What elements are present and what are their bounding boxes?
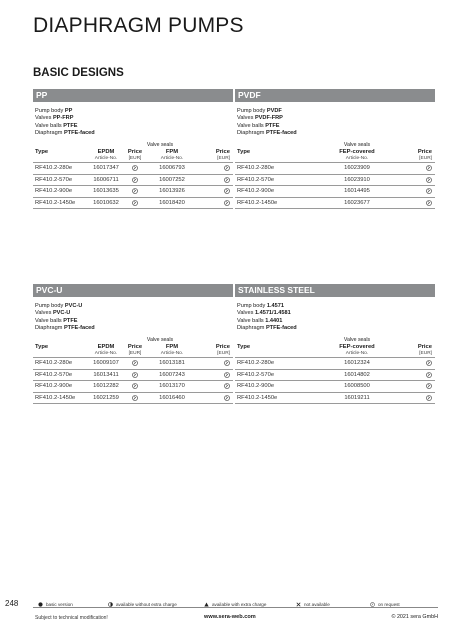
value-valve-balls: PTFE xyxy=(63,317,78,324)
row-article-a: 16008500 xyxy=(327,381,387,393)
row-price-a xyxy=(387,358,435,370)
value-valve-balls: PTFE xyxy=(265,122,280,129)
price-table xyxy=(235,337,435,405)
row-article-a: 16014495 xyxy=(327,186,387,198)
value-pump-body: PVC-U xyxy=(64,303,83,309)
row-article-a: 16023909 xyxy=(327,163,387,175)
col-seal-a: EPDM xyxy=(97,344,115,351)
row-type: RF410.2-900e xyxy=(235,381,327,393)
row-price-a xyxy=(387,369,435,381)
row-article-b: 16013181 xyxy=(147,358,197,370)
label-pump-body: Pump body xyxy=(35,108,64,114)
row-article-b: 16013926 xyxy=(147,186,197,198)
valve-seals-label: Valve seals xyxy=(146,337,174,344)
on-request-icon xyxy=(224,188,230,194)
row-price-b xyxy=(197,381,233,393)
on-request-icon xyxy=(224,177,230,183)
row-type: RF410.2-570e xyxy=(33,174,89,186)
website-link[interactable]: www.sera-web.com xyxy=(204,614,256,620)
value-diaphragm: PTFE-faced xyxy=(63,130,95,137)
row-article-a: 16009107 xyxy=(89,358,123,370)
on-request-icon xyxy=(224,372,230,378)
material-properties xyxy=(33,303,233,333)
on-request-icon xyxy=(370,602,375,607)
col-type: Type xyxy=(35,149,49,156)
row-article-b: 16013170 xyxy=(147,381,197,393)
table-row xyxy=(33,186,233,198)
table-row xyxy=(235,186,435,198)
table-row xyxy=(235,174,435,186)
label-diaphragm: Diaphragm xyxy=(237,130,265,137)
on-request-icon xyxy=(132,360,138,366)
label-valve-balls: Valve balls xyxy=(35,122,62,129)
row-price-b xyxy=(197,392,233,404)
value-valve-balls: PTFE xyxy=(63,122,78,129)
label-valve-balls: Valve balls xyxy=(237,317,264,324)
value-pump-body: PP xyxy=(64,108,73,114)
filled-circle-icon xyxy=(38,602,43,607)
sub-article: Article-No. xyxy=(147,351,197,358)
legend-extra-label: available with extra charge xyxy=(212,602,267,607)
legend-no-charge-label: available without extra charge xyxy=(116,602,177,607)
value-pump-body: 1.4571 xyxy=(266,303,284,309)
row-price-b xyxy=(197,174,233,186)
row-price-b xyxy=(197,369,233,381)
row-price-b xyxy=(197,197,233,209)
row-article-b: 16007243 xyxy=(147,369,197,381)
row-article-a: 16013635 xyxy=(89,186,123,198)
price-table xyxy=(235,142,435,210)
row-price-b xyxy=(197,358,233,370)
row-article-a: 16019211 xyxy=(327,392,387,404)
label-valves: Valves xyxy=(35,115,52,122)
row-article-b: 16006793 xyxy=(147,163,197,175)
col-seal-a: FEP-covered xyxy=(339,149,375,156)
material-properties xyxy=(33,108,233,138)
row-type: RF410.2-570e xyxy=(235,369,327,381)
col-price-a: Price xyxy=(127,344,143,351)
table-row xyxy=(33,163,233,175)
on-request-icon xyxy=(132,188,138,194)
col-price-a: Price xyxy=(127,149,143,156)
value-pump-body: PVDF xyxy=(266,108,282,114)
row-type: RF410.2-280e xyxy=(33,163,89,175)
page-title: DIAPHRAGM PUMPS xyxy=(33,14,244,37)
disclaimer: Subject to technical modification! xyxy=(35,615,108,621)
table-row xyxy=(33,197,233,209)
row-type: RF410.2-1450e xyxy=(33,197,89,209)
value-valves: PVDF-FRP xyxy=(254,115,283,122)
label-valve-balls: Valve balls xyxy=(35,317,62,324)
value-diaphragm: PTFE-faced xyxy=(265,130,297,137)
table-row xyxy=(235,197,435,209)
label-diaphragm: Diaphragm xyxy=(237,325,265,332)
on-request-icon xyxy=(426,200,432,206)
value-valves: PP-FRP xyxy=(52,115,74,122)
row-price-a xyxy=(123,392,147,404)
on-request-icon xyxy=(426,395,432,401)
row-type: RF410.2-570e xyxy=(235,174,327,186)
col-price-b: Price xyxy=(215,344,230,351)
panel-title: PVC-U xyxy=(33,284,233,297)
col-price-b: Price xyxy=(215,149,230,156)
row-article-a: 16012282 xyxy=(89,381,123,393)
col-type: Type xyxy=(237,149,251,156)
panel-pp xyxy=(33,89,233,209)
sub-article: Article-No. xyxy=(327,351,387,358)
row-price-a xyxy=(123,186,147,198)
legend-no-charge xyxy=(108,602,177,607)
row-price-b xyxy=(197,186,233,198)
row-article-a: 16013411 xyxy=(89,369,123,381)
row-article-a: 16010632 xyxy=(89,197,123,209)
row-type: RF410.2-1450e xyxy=(235,197,327,209)
on-request-icon xyxy=(426,360,432,366)
row-price-a xyxy=(387,392,435,404)
row-type: RF410.2-1450e xyxy=(235,392,327,404)
on-request-icon xyxy=(426,177,432,183)
value-valves: PVC-U xyxy=(52,310,71,317)
row-type: RF410.2-570e xyxy=(33,369,89,381)
label-valves: Valves xyxy=(35,310,52,317)
table-row xyxy=(235,369,435,381)
row-article-b: 16018420 xyxy=(147,197,197,209)
col-seal-b: FPM xyxy=(165,149,179,156)
legend-not-available-label: not available xyxy=(304,602,330,607)
table-row xyxy=(235,381,435,393)
row-article-a: 16012324 xyxy=(327,358,387,370)
row-article-a: 16017347 xyxy=(89,163,123,175)
price-table xyxy=(33,337,233,405)
col-type: Type xyxy=(237,344,251,351)
sub-article: Article-No. xyxy=(89,351,123,358)
sub-eur: [EUR] xyxy=(387,156,435,163)
sub-eur: [EUR] xyxy=(197,351,233,358)
col-price-a: Price xyxy=(417,344,432,351)
row-price-a xyxy=(123,197,147,209)
on-request-icon xyxy=(224,200,230,206)
copyright: © 2021 sera GmbH xyxy=(391,614,438,620)
row-type: RF410.2-900e xyxy=(235,186,327,198)
row-article-b: 16007252 xyxy=(147,174,197,186)
on-request-icon xyxy=(132,372,138,378)
on-request-icon xyxy=(426,188,432,194)
legend-basic xyxy=(38,602,73,607)
on-request-icon xyxy=(132,383,138,389)
valve-seals-label: Valve seals xyxy=(146,142,174,149)
legend-basic-label: basic version xyxy=(46,602,73,607)
on-request-icon xyxy=(426,383,432,389)
col-seal-a: EPDM xyxy=(97,149,115,156)
panel-stainless-steel xyxy=(235,284,435,404)
sub-eur: [EUR] xyxy=(123,156,147,163)
panel-title: PVDF xyxy=(235,89,435,102)
row-type: RF410.2-1450e xyxy=(33,392,89,404)
valve-seals-label: Valve seals xyxy=(343,337,371,344)
label-valves: Valves xyxy=(237,310,254,317)
row-article-a: 16021259 xyxy=(89,392,123,404)
col-seal-b: FPM xyxy=(165,344,179,351)
value-valve-balls: 1.4401 xyxy=(265,317,283,324)
table-row xyxy=(235,163,435,175)
legend-on-request xyxy=(370,602,400,607)
panel-pvdf xyxy=(235,89,435,209)
page-number: 248 xyxy=(5,599,19,608)
sub-eur: [EUR] xyxy=(123,351,147,358)
row-price-a xyxy=(387,174,435,186)
on-request-icon xyxy=(426,372,432,378)
row-type: RF410.2-280e xyxy=(33,358,89,370)
on-request-icon xyxy=(224,165,230,171)
row-type: RF410.2-900e xyxy=(33,381,89,393)
legend-not-available xyxy=(296,602,330,607)
on-request-icon xyxy=(132,177,138,183)
table-row xyxy=(33,392,233,404)
row-price-a xyxy=(387,197,435,209)
section-title: BASIC DESIGNS xyxy=(33,67,124,79)
row-article-a: 16023677 xyxy=(327,197,387,209)
panel-title: PP xyxy=(33,89,233,102)
half-circle-icon xyxy=(108,602,113,607)
row-price-a xyxy=(123,369,147,381)
row-price-a xyxy=(123,381,147,393)
row-price-a xyxy=(387,186,435,198)
on-request-icon xyxy=(132,165,138,171)
label-valves: Valves xyxy=(237,115,254,122)
row-price-a xyxy=(123,358,147,370)
label-pump-body: Pump body xyxy=(35,303,64,309)
on-request-icon xyxy=(224,383,230,389)
label-diaphragm: Diaphragm xyxy=(35,130,63,137)
row-price-a xyxy=(387,163,435,175)
value-valves: 1.4571/1.4581 xyxy=(254,310,291,317)
material-properties xyxy=(235,108,435,138)
on-request-icon xyxy=(426,165,432,171)
col-type: Type xyxy=(35,344,49,351)
material-properties xyxy=(235,303,435,333)
table-row xyxy=(33,369,233,381)
col-price-a: Price xyxy=(417,149,432,156)
col-seal-a: FEP-covered xyxy=(339,344,375,351)
footer-divider xyxy=(33,607,438,608)
row-article-a: 16006711 xyxy=(89,174,123,186)
row-price-a xyxy=(123,174,147,186)
triangle-icon xyxy=(204,602,209,607)
value-diaphragm: PTFE-faced xyxy=(63,325,95,332)
sub-eur: [EUR] xyxy=(197,156,233,163)
row-type: RF410.2-900e xyxy=(33,186,89,198)
legend-extra-charge xyxy=(204,602,266,607)
label-diaphragm: Diaphragm xyxy=(35,325,63,332)
price-table xyxy=(33,142,233,210)
legend-on-request-label: on request xyxy=(378,602,400,607)
row-type: RF410.2-280e xyxy=(235,358,327,370)
label-pump-body: Pump body xyxy=(237,303,266,309)
row-price-a xyxy=(123,163,147,175)
sub-eur: [EUR] xyxy=(387,351,435,358)
on-request-icon xyxy=(224,360,230,366)
panel-title: STAINLESS STEEL xyxy=(235,284,435,297)
valve-seals-label: Valve seals xyxy=(343,142,371,149)
panel-pvc-u xyxy=(33,284,233,404)
row-price-a xyxy=(387,381,435,393)
table-row xyxy=(235,392,435,404)
on-request-icon xyxy=(132,200,138,206)
table-row xyxy=(33,358,233,370)
cross-icon xyxy=(296,602,301,607)
row-price-b xyxy=(197,163,233,175)
on-request-icon xyxy=(132,395,138,401)
value-diaphragm: PTFE-faced xyxy=(265,325,297,332)
on-request-icon xyxy=(224,395,230,401)
row-article-b: 16016460 xyxy=(147,392,197,404)
table-row xyxy=(235,358,435,370)
label-pump-body: Pump body xyxy=(237,108,266,114)
sub-article: Article-No. xyxy=(147,156,197,163)
table-row xyxy=(33,174,233,186)
sub-article: Article-No. xyxy=(327,156,387,163)
row-type: RF410.2-280e xyxy=(235,163,327,175)
row-article-a: 16023910 xyxy=(327,174,387,186)
label-valve-balls: Valve balls xyxy=(237,122,264,129)
table-row xyxy=(33,381,233,393)
row-article-a: 16014802 xyxy=(327,369,387,381)
sub-article: Article-No. xyxy=(89,156,123,163)
